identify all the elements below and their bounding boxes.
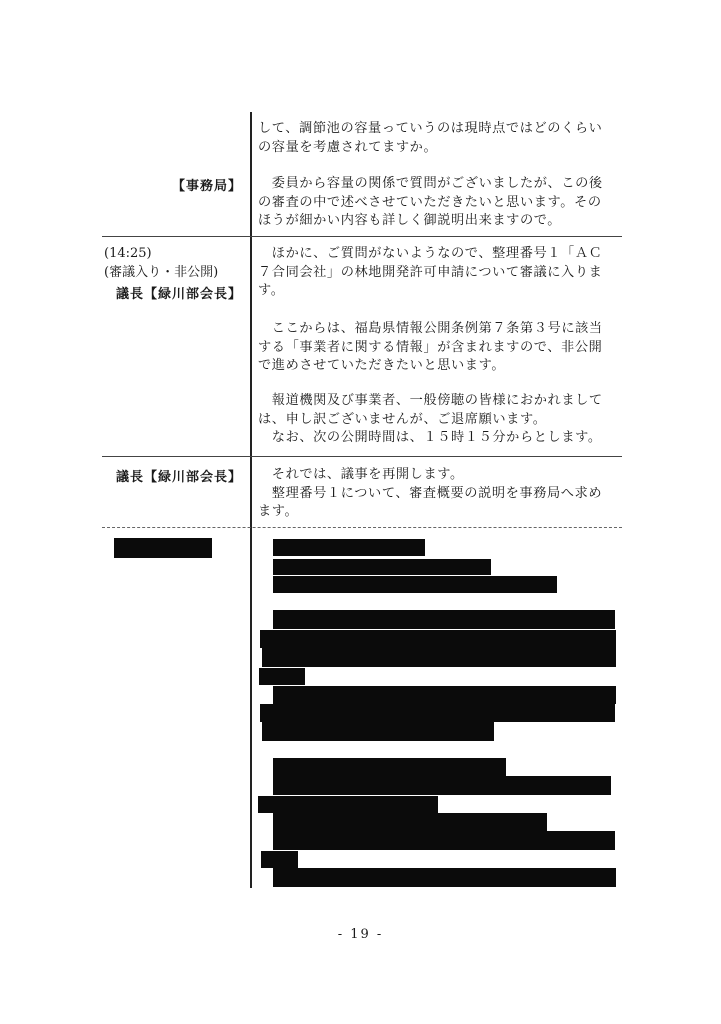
redaction-bar: [273, 686, 616, 704]
time-note: (14:25): [104, 246, 152, 261]
redaction-bar: [114, 538, 212, 558]
section-separator: [102, 236, 622, 237]
redaction-bar: [260, 630, 616, 648]
paragraph: ほかに、ご質問がないようなので、整理番号１「ＡＣ ７合同会社」の林地開発許可申請について審議に入りま す。: [258, 246, 603, 298]
page-number: - 19 -: [337, 927, 384, 942]
column-divider: [250, 112, 252, 888]
paragraph: 報道機関及び事業者、一般傍聴の皆様におかれまして は、申し訳ございませんが、ご退席願います。 なお、次の公開時間は、１５時１５分からとします。: [258, 393, 603, 445]
redaction-bar: [273, 831, 615, 850]
status-note: (審議入り・非公開): [104, 265, 219, 280]
redaction-bar: [273, 576, 557, 593]
paragraph: 委員から容量の関係で質問がございましたが、この後 の審査の中で述べさせていただきたいと思います。その ほうが細かい内容も詳しく御説明出来ますので。: [258, 176, 603, 228]
redaction-bar: [273, 776, 611, 795]
redaction-bar: [258, 796, 438, 813]
redaction-bar: [259, 668, 305, 685]
redaction-bar: [273, 813, 547, 831]
redaction-bar: [273, 539, 425, 556]
speaker-label: 議長【緑川部会長】: [115, 470, 242, 485]
redaction-bar: [273, 868, 616, 887]
redaction-bar: [262, 648, 616, 667]
redaction-bar: [262, 722, 494, 741]
paragraph: それでは、議事を再開します。 整理番号１について、審査概要の説明を事務局へ求め ます。: [258, 467, 603, 519]
redaction-bar: [273, 758, 506, 776]
speaker-label: 【事務局】: [171, 179, 242, 194]
redaction-bar: [273, 610, 615, 629]
section-separator: [102, 527, 622, 528]
speaker-label: 議長【緑川部会長】: [115, 287, 242, 302]
redaction-bar: [260, 704, 615, 722]
paragraph: して、調節池の容量っていうのは現時点ではどのくらい の容量を考慮されてますか。: [258, 121, 603, 155]
paragraph: ここからは、福島県情報公開条例第７条第３号に該当 する「事業者に関する情報」が含まれますので、非公開 で進めさせていただきたいと思います。: [258, 321, 603, 373]
section-separator: [102, 456, 622, 457]
redaction-bar: [261, 851, 298, 868]
redaction-bar: [273, 559, 491, 575]
